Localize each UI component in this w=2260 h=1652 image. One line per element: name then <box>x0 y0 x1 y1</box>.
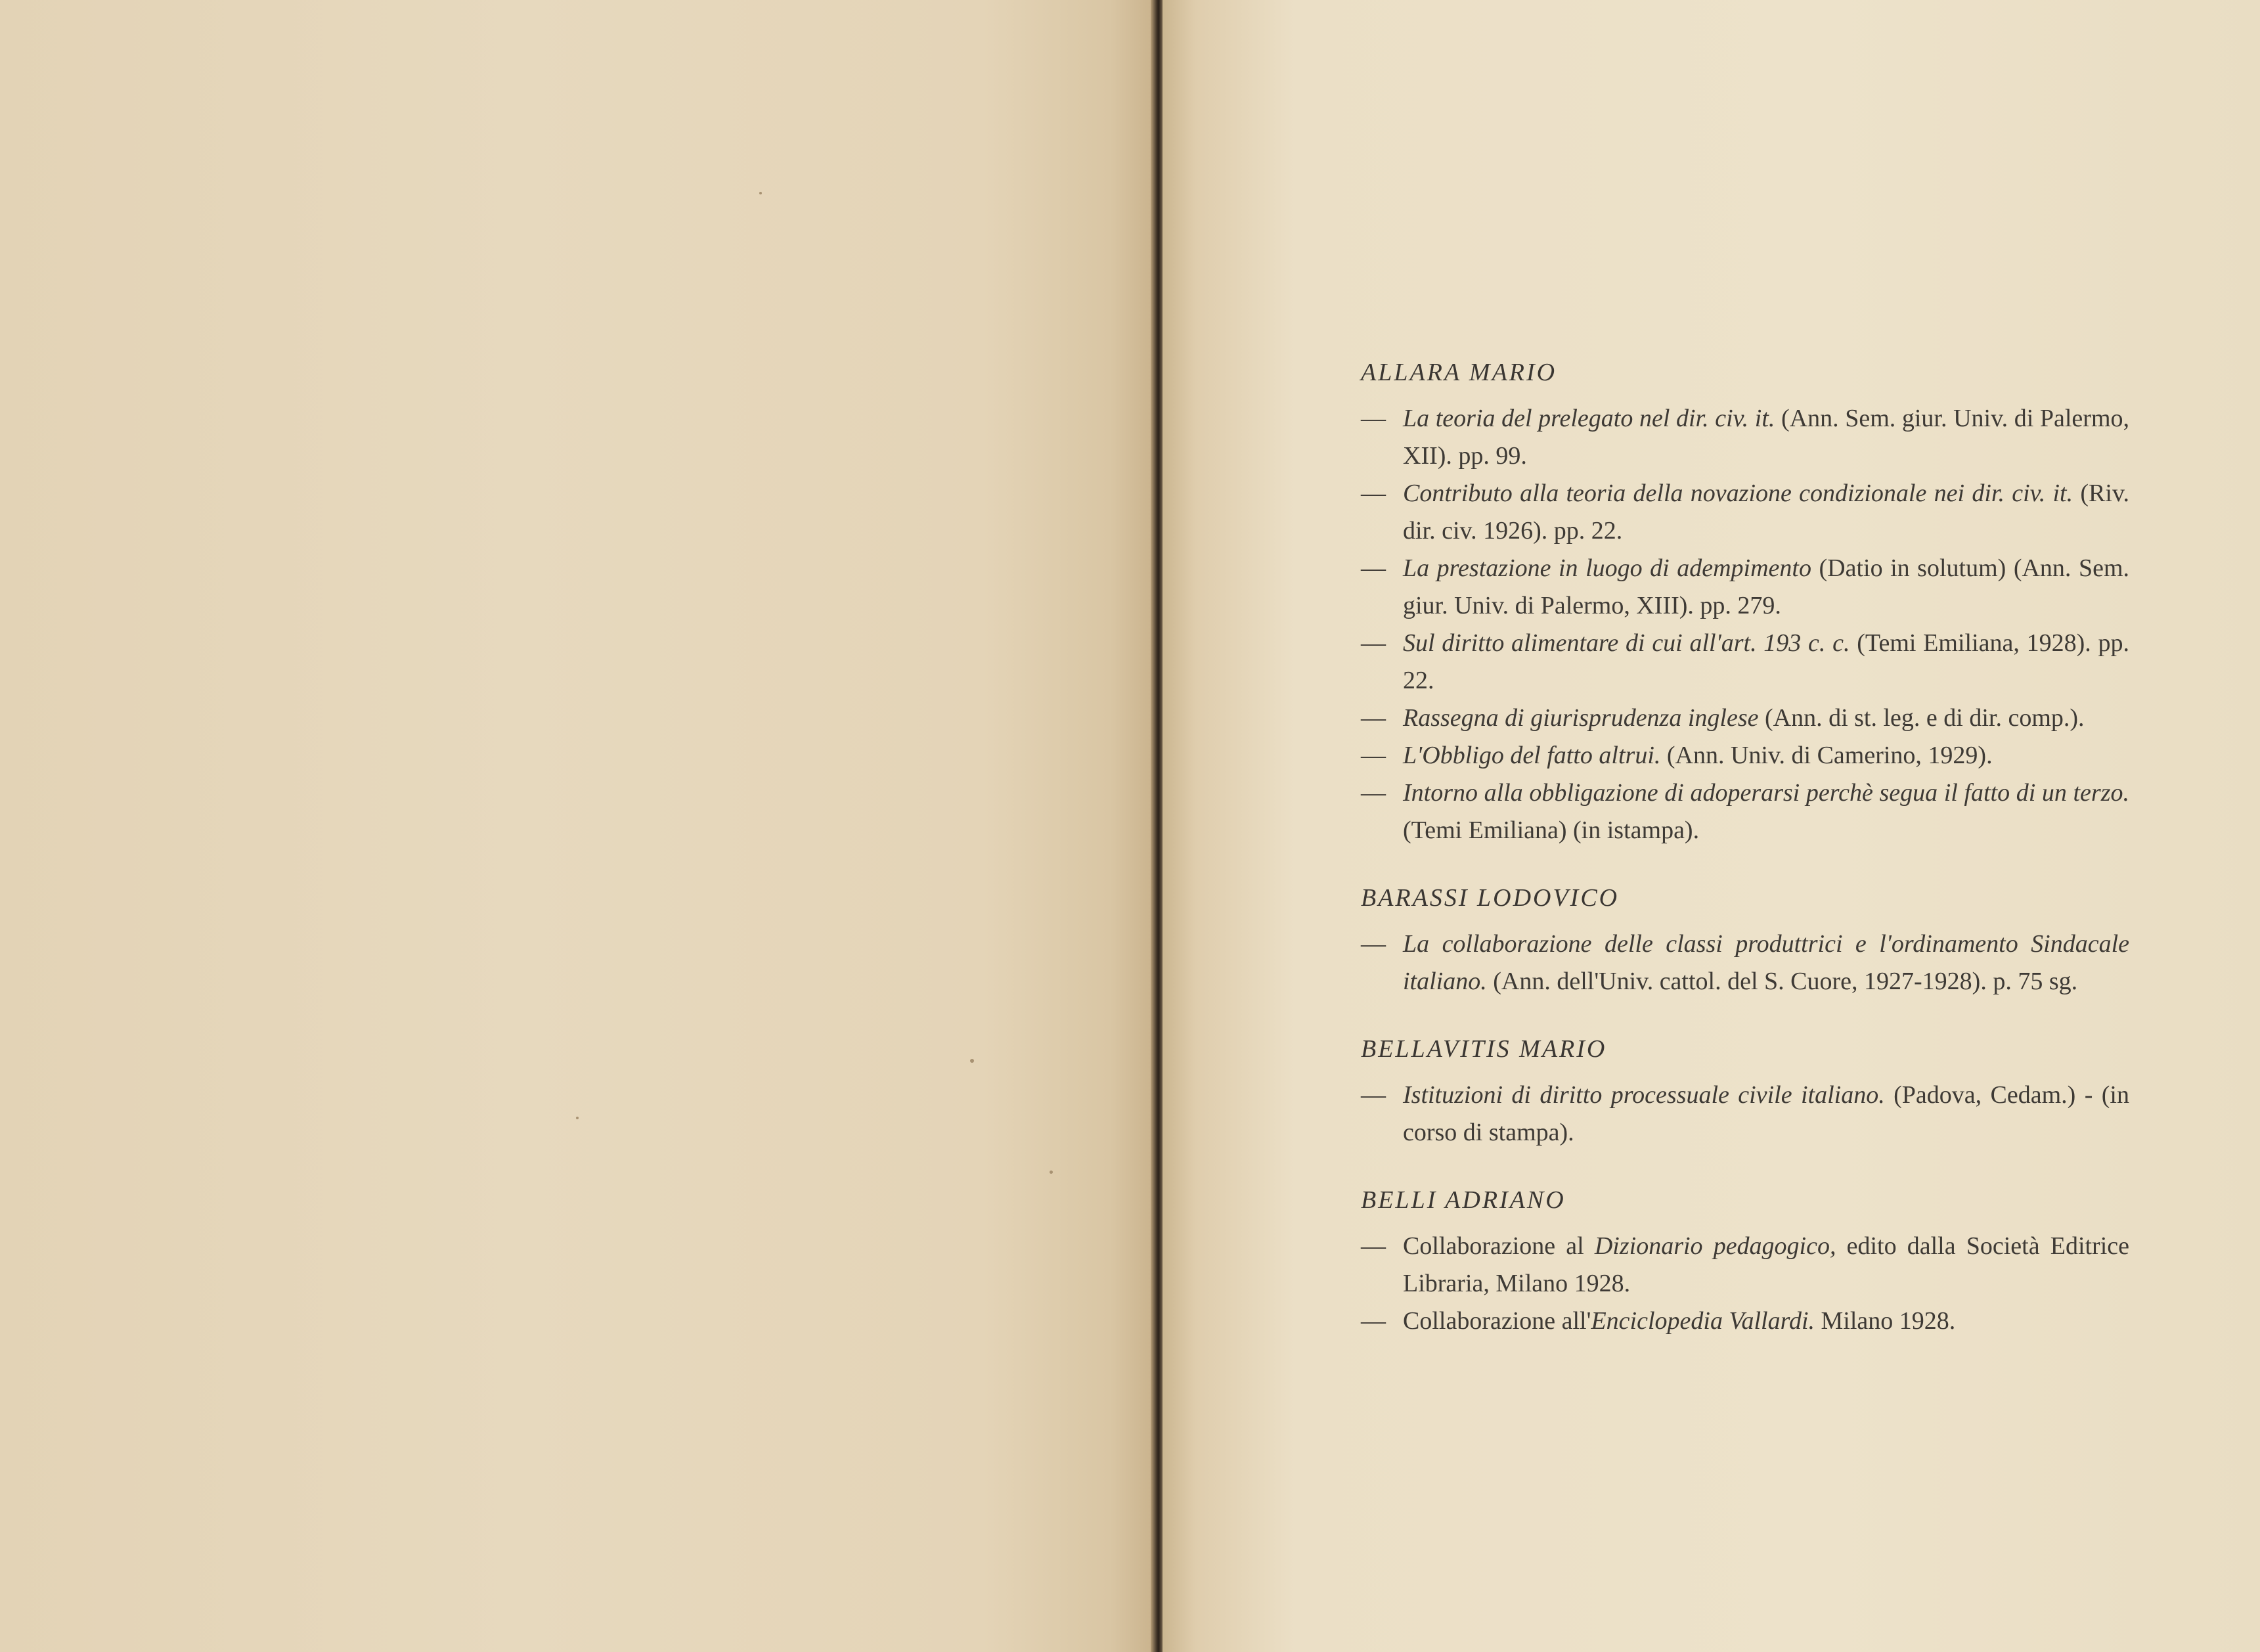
publication-title: La teoria del prelegato nel dir. civ. it. <box>1403 405 1775 432</box>
publication-entry <box>1361 737 2129 774</box>
publication-details: (Temi Emiliana) (in istampa). <box>1403 816 1700 844</box>
em-dash: — <box>1361 480 1386 507</box>
author-section <box>1361 1186 2129 1340</box>
author-name: BELLI ADRIANO <box>1361 1186 1566 1214</box>
publication-title: Contributo alla teoria della novazione condizionale nei dir. civ. it. <box>1403 480 2073 507</box>
paper-speck <box>1050 1171 1053 1174</box>
publication-title: Istituzioni di diritto processuale civile italiano. <box>1403 1081 1885 1109</box>
em-dash: — <box>1361 930 1386 958</box>
publication-entry <box>1361 550 2129 625</box>
publication-details: (Temi Emiliana, 1928). pp. 22. <box>1403 629 2129 694</box>
publication-details: (Ann. Sem. giur. Univ. di Palermo, XII). pp. 99. <box>1403 405 2129 470</box>
publication-title: Sul diritto alimentare di cui all'art. 193 c. c. <box>1403 629 1850 657</box>
author-name: BARASSI LODOVICO <box>1361 884 1620 912</box>
publication-entry <box>1361 475 2129 550</box>
entry-prefix: Collaborazione al <box>1403 1232 1595 1260</box>
publication-details: (Padova, Cedam.) - (in corso di stampa). <box>1403 1081 2129 1146</box>
em-dash: — <box>1361 1081 1386 1109</box>
publication-entry <box>1361 774 2129 849</box>
em-dash: — <box>1361 779 1386 807</box>
publication-title: L'Obbligo del fatto altrui. <box>1403 742 1661 769</box>
publication-title: Dizionario pedagogico, <box>1594 1232 1836 1260</box>
entry-prefix: Collaborazione all' <box>1403 1307 1591 1335</box>
author-section <box>1361 883 2129 1000</box>
author-section <box>1361 1035 2129 1151</box>
publication-details: (Riv. dir. civ. 1926). pp. 22. <box>1403 480 2129 545</box>
paper-speck <box>759 192 762 194</box>
publication-entry <box>1361 400 2129 475</box>
publication-details: (Ann. di st. leg. e di dir. comp.). <box>1758 704 2085 732</box>
em-dash: — <box>1361 1307 1386 1335</box>
publication-details: (Ann. dell'Univ. cattol. del S. Cuore, 1927-1928). p. 75 sg. <box>1486 968 2078 995</box>
publication-title: Rassegna di giurisprudenza inglese <box>1403 704 1759 732</box>
publication-entry <box>1361 1077 2129 1151</box>
em-dash: — <box>1361 629 1386 657</box>
publication-entry <box>1361 625 2129 700</box>
publication-details: Milano 1928. <box>1815 1307 1956 1335</box>
publication-title: Intorno alla obbligazione di adoperarsi perchè segua il fatto di un terzo. <box>1403 779 2129 807</box>
publication-title: Enciclopedia Vallardi. <box>1591 1307 1815 1335</box>
publication-title: La collaborazione delle classi produttrici e l'ordinamento Sindacale italiano. <box>1403 930 2129 995</box>
publication-details: (Ann. Univ. di Camerino, 1929). <box>1660 742 1993 769</box>
publication-entry <box>1361 700 2129 737</box>
publication-details: (Datio in solutum) (Ann. Sem. giur. Univ. di Palermo, XIII). pp. 279. <box>1403 554 2129 619</box>
publication-entry <box>1361 1303 2129 1340</box>
author-name: BELLAVITIS MARIO <box>1361 1035 1607 1063</box>
em-dash: — <box>1361 554 1386 582</box>
publication-entry <box>1361 1228 2129 1303</box>
publication-title: La prestazione in luogo di adempimento <box>1403 554 1811 582</box>
em-dash: — <box>1361 1232 1386 1260</box>
author-section <box>1361 358 2129 849</box>
author-name: ALLARA MARIO <box>1361 359 1557 386</box>
em-dash: — <box>1361 742 1386 769</box>
bibliography-list <box>1361 358 2129 1374</box>
em-dash: — <box>1361 704 1386 732</box>
paper-speck <box>970 1059 974 1063</box>
publication-entry <box>1361 926 2129 1000</box>
paper-speck <box>576 1117 579 1119</box>
publication-details: edito dalla Società Editrice Libraria, Milano 1928. <box>1403 1232 2130 1297</box>
em-dash: — <box>1361 405 1386 432</box>
